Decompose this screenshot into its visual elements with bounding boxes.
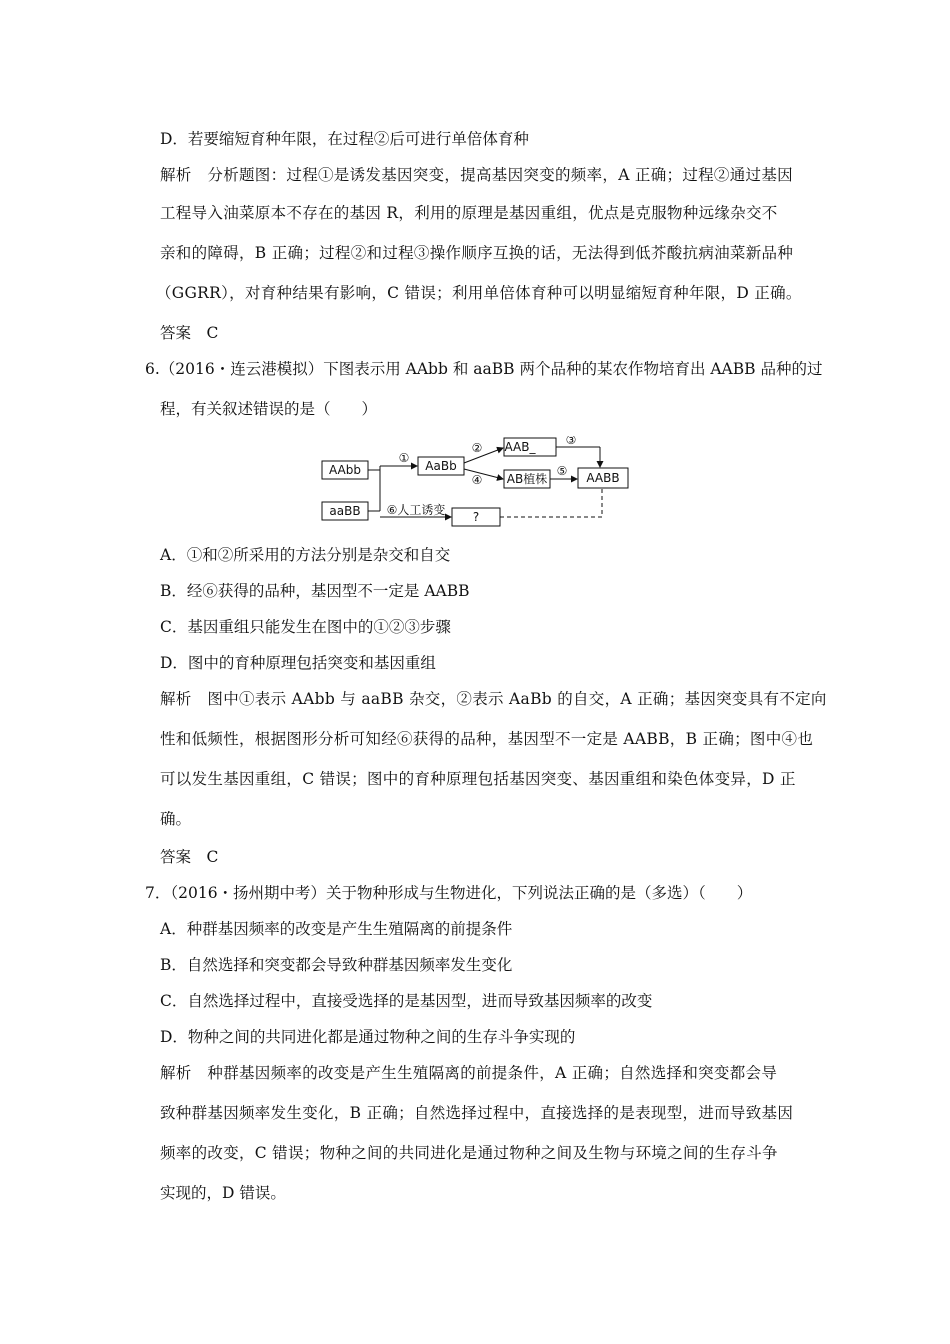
q7-analysis-line: 解析 种群基因频率的改变是产生生殖隔离的前提条件，A 正确；自然选择和突变都会导 [160,1064,778,1082]
step-2-label: ② [471,441,483,455]
box-aabb-parent1-label: AAbb [329,463,361,477]
box-aabb-parent2-label: aaBB [329,504,361,518]
step-4-label: ④ [471,473,483,487]
q5-analysis-line: 亲和的障碍，B 正确；过程②和过程③操作顺序互换的话，无法得到低芥酸抗病油菜新品种 [160,244,794,262]
q6-option-d: D．图中的育种原理包括突变和基因重组 [160,654,436,672]
q6-option-b: B．经⑥获得的品种，基因型不一定是 AABB [160,582,470,600]
q6-stem: 6.（2016・连云港模拟）下图表示用 AAbb 和 aaBB 两个品种的某农作物培育出 AABB 品种的过 [145,360,823,378]
q7-analysis-line: 频率的改变，C 错误；物种之间的共同进化是通过物种之间及生物与环境之间的生存斗争 [160,1144,778,1162]
box-ab-plant-label: AB植株 [506,472,548,486]
q5-analysis-line: 工程导入油菜原本不存在的基因 R，利用的原理是基因重组，优点是克服物种远缘杂交不 [160,204,778,222]
box-f1-label: AaBb [425,459,457,473]
q6-stem: 程，有关叙述错误的是（ ） [160,400,378,418]
q6-answer: 答案 C [160,848,219,866]
q6-analysis-line: 可以发生基因重组，C 错误；图中的育种原理包括基因突变、基因重组和染色体变异，D 正 [160,770,796,788]
q6-analysis-line: 性和低频性，根据图形分析可知经⑥获得的品种，基因型不一定是 AABB，B 正确；图中④也 [160,730,814,748]
q6-analysis-line: 解析 图中①表示 AAbb 与 aaBB 杂交，②表示 AaBb 的自交，A 正确；基因突变具有不定向 [160,690,827,708]
q6-analysis-line: 确。 [160,810,192,828]
q7-analysis-line: 致种群基因频率发生变化，B 正确；自然选择过程中，直接选择的是表现型，进而导致基因 [160,1104,794,1122]
q6-option-c: C．基因重组只能发生在图中的①②③步骤 [160,618,451,636]
step-6-label: ⑥人工诱变 [386,503,446,517]
step-5-label: ⑤ [556,464,568,478]
box-final-label: AABB [586,471,620,485]
box-aab-label: AAB_ [504,440,536,454]
breeding-process-diagram [320,436,640,528]
q5-answer: 答案 C [160,324,219,342]
q7-option-a: A．种群基因频率的改变是产生生殖隔离的前提条件 [160,920,513,938]
box-unknown-label: ? [472,510,480,524]
q7-analysis-line: 实现的，D 错误。 [160,1184,286,1202]
q7-option-c: C．自然选择过程中，直接受选择的是基因型，进而导致基因频率的改变 [160,992,653,1010]
step-3-label: ③ [565,436,577,447]
q5-option-d: D．若要缩短育种年限，在过程②后可进行单倍体育种 [160,130,529,148]
q7-option-d: D．物种之间的共同进化都是通过物种之间的生存斗争实现的 [160,1028,576,1046]
q7-stem: 7．（2016・扬州期中考）关于物种形成与生物进化，下列说法正确的是（多选）（ ） [145,884,753,902]
step-1-label: ① [398,451,410,465]
q5-analysis-line: （GGRR），对育种结果有影响，C 错误；利用单倍体育种可以明显缩短育种年限，D 正确。 [156,284,802,302]
q5-analysis-line: 解析 分析题图：过程①是诱发基因突变，提高基因突变的频率，A 正确；过程②通过基因 [160,166,793,184]
q7-option-b: B．自然选择和突变都会导致种群基因频率发生变化 [160,956,513,974]
q6-option-a: A．①和②所采用的方法分别是杂交和自交 [160,546,451,564]
